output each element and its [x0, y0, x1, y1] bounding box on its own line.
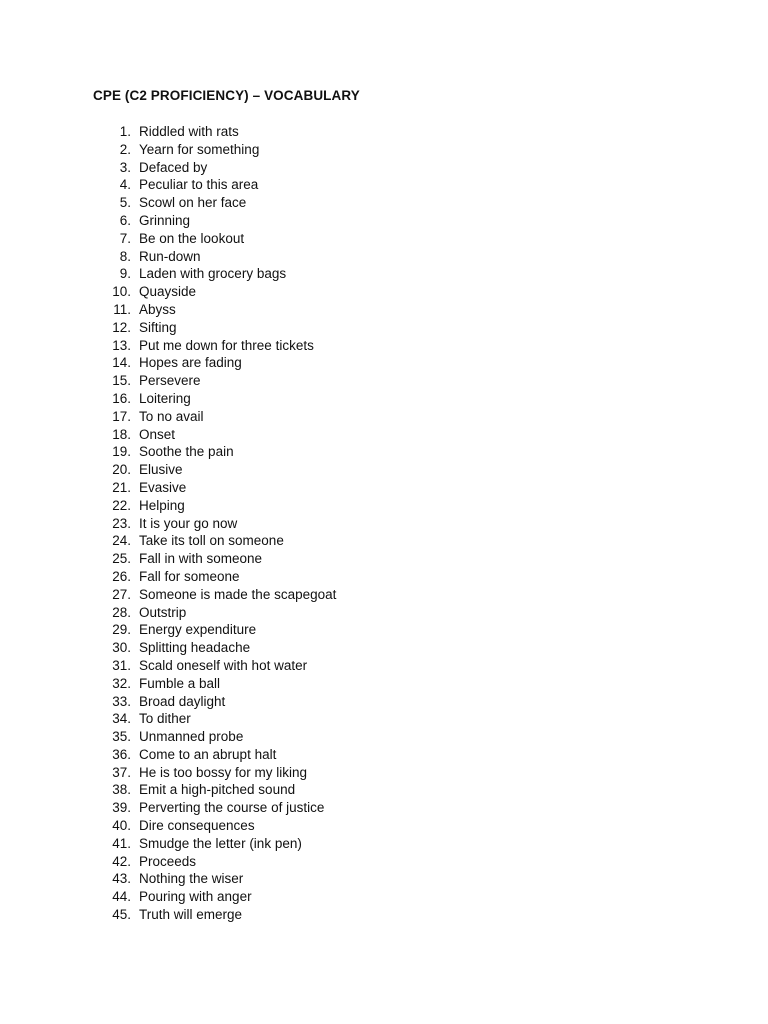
item-text: Yearn for something — [139, 141, 260, 157]
list-item — [93, 248, 201, 266]
list-item — [93, 906, 243, 924]
item-number: 20. — [112, 462, 131, 478]
list-item — [93, 426, 176, 444]
item-number: 9. — [119, 266, 131, 282]
list-item — [93, 461, 183, 479]
item-number: 8. — [119, 248, 131, 264]
list-item — [93, 586, 337, 604]
item-number: 2. — [119, 141, 131, 157]
item-number: 5. — [119, 195, 131, 211]
item-number: 1. — [119, 124, 131, 139]
list-item — [93, 764, 308, 782]
item-text: Persevere — [139, 373, 201, 389]
list-item — [93, 781, 296, 799]
list-item — [93, 532, 284, 550]
item-text: To dither — [139, 711, 191, 727]
item-text: Truth will emerge — [139, 907, 243, 923]
item-text: Put me down for three tickets — [139, 337, 314, 353]
item-number: 22. — [112, 497, 131, 513]
list-item — [93, 301, 176, 319]
item-text: Loitering — [139, 390, 191, 406]
list-item — [93, 123, 239, 141]
list-item — [93, 372, 201, 390]
item-text: Elusive — [139, 462, 183, 478]
list-item — [93, 639, 251, 657]
item-text: It is your go now — [139, 515, 238, 531]
item-number: 33. — [112, 693, 131, 709]
list-item — [93, 337, 314, 355]
item-text: Onset — [139, 426, 176, 442]
list-item — [93, 621, 257, 639]
item-number: 24. — [112, 533, 131, 549]
item-text: Emit a high-pitched sound — [139, 782, 296, 798]
list-item — [93, 835, 302, 853]
list-item — [93, 443, 234, 461]
item-text: Grinning — [139, 212, 191, 228]
item-number: 32. — [112, 675, 131, 691]
item-number: 40. — [112, 818, 131, 834]
item-text: Soothe the pain — [139, 444, 234, 460]
item-text: To no avail — [139, 408, 204, 424]
item-number: 14. — [112, 355, 131, 371]
item-text: Evasive — [139, 479, 187, 495]
item-number: 28. — [112, 604, 131, 620]
item-number: 3. — [119, 159, 131, 175]
list-item — [93, 710, 191, 728]
item-text: Scald oneself with hot water — [139, 657, 308, 673]
list-item — [93, 408, 204, 426]
list-item — [93, 853, 197, 871]
item-text: Scowl on her face — [139, 195, 247, 211]
item-number: 26. — [112, 568, 131, 584]
list-item — [93, 230, 245, 248]
item-text: Laden with grocery bags — [139, 266, 287, 282]
list-item — [93, 870, 244, 888]
item-number: 42. — [112, 853, 131, 869]
item-text: Outstrip — [139, 604, 187, 620]
list-item — [93, 212, 191, 230]
list-item — [93, 141, 260, 159]
item-text: Abyss — [139, 301, 176, 317]
item-number: 12. — [112, 319, 131, 335]
list-item — [93, 497, 185, 515]
item-text: Run-down — [139, 248, 201, 264]
item-number: 35. — [112, 729, 131, 745]
list-item — [93, 568, 240, 586]
item-number: 6. — [119, 212, 131, 228]
item-text: Perverting the course of justice — [139, 800, 325, 816]
item-number: 29. — [112, 622, 131, 638]
item-number: 4. — [119, 177, 131, 193]
item-number: 7. — [119, 230, 131, 246]
item-text: Someone is made the scapegoat — [139, 586, 337, 602]
item-text: Unmanned probe — [139, 729, 244, 745]
list-item — [93, 283, 197, 301]
item-number: 21. — [112, 479, 131, 495]
list-item — [93, 479, 187, 497]
item-number: 25. — [112, 551, 131, 567]
item-text: Pouring with anger — [139, 889, 252, 905]
list-item — [93, 604, 187, 622]
item-number: 10. — [112, 284, 131, 300]
item-number: 31. — [112, 657, 131, 673]
item-number: 23. — [112, 515, 131, 531]
item-number: 19. — [112, 444, 131, 460]
item-text: Proceeds — [139, 853, 197, 869]
item-number: 30. — [112, 640, 131, 656]
list-item — [93, 746, 277, 764]
item-text: Hopes are fading — [139, 355, 242, 371]
list-item — [93, 176, 259, 194]
list-item — [93, 657, 308, 675]
item-text: Fall for someone — [139, 568, 240, 584]
item-text: Come to an abrupt halt — [139, 746, 277, 762]
list-item — [93, 550, 263, 568]
item-number: 44. — [112, 889, 131, 905]
item-number: 11. — [113, 301, 131, 317]
list-item — [93, 354, 242, 372]
item-text: Fall in with someone — [139, 551, 263, 567]
item-number: 37. — [112, 764, 131, 780]
document-title: CPE (C2 PROFICIENCY) – VOCABULARY — [93, 88, 360, 103]
vocabulary-list — [93, 123, 337, 924]
list-item — [93, 265, 287, 283]
list-item — [93, 693, 226, 711]
list-item — [93, 319, 177, 337]
item-number: 17. — [112, 408, 131, 424]
item-text: Be on the lookout — [139, 230, 245, 246]
item-text: Fumble a ball — [139, 675, 221, 691]
item-number: 38. — [112, 782, 131, 798]
list-item — [93, 390, 191, 408]
item-number: 18. — [112, 426, 131, 442]
item-number: 39. — [112, 800, 131, 816]
item-number: 45. — [112, 907, 131, 923]
item-text: Peculiar to this area — [139, 177, 259, 193]
list-item — [93, 728, 244, 746]
item-number: 41. — [112, 835, 131, 851]
item-text: Helping — [139, 497, 185, 513]
item-text: Take its toll on someone — [139, 533, 284, 549]
item-number: 27. — [112, 586, 131, 602]
list-item — [93, 194, 247, 212]
list-item — [93, 888, 252, 906]
item-text: Quayside — [139, 284, 197, 300]
item-text: He is too bossy for my liking — [139, 764, 308, 780]
item-number: 16. — [112, 390, 131, 406]
item-number: 13. — [112, 337, 131, 353]
item-text: Smudge the letter (ink pen) — [139, 835, 302, 851]
item-text: Riddled with rats — [139, 124, 239, 139]
list-item — [93, 817, 255, 835]
item-text: Dire consequences — [139, 818, 255, 834]
item-text: Broad daylight — [139, 693, 226, 709]
item-number: 15. — [112, 373, 131, 389]
item-text: Sifting — [139, 319, 177, 335]
item-number: 43. — [112, 871, 131, 887]
list-item — [93, 515, 238, 533]
item-text: Nothing the wiser — [139, 871, 244, 887]
list-item — [93, 799, 325, 817]
item-number: 34. — [112, 711, 131, 727]
item-text: Energy expenditure — [139, 622, 257, 638]
item-text: Splitting headache — [139, 640, 251, 656]
item-text: Defaced by — [139, 159, 208, 175]
list-item — [93, 675, 221, 693]
list-item — [93, 159, 208, 177]
item-number: 36. — [112, 746, 131, 762]
